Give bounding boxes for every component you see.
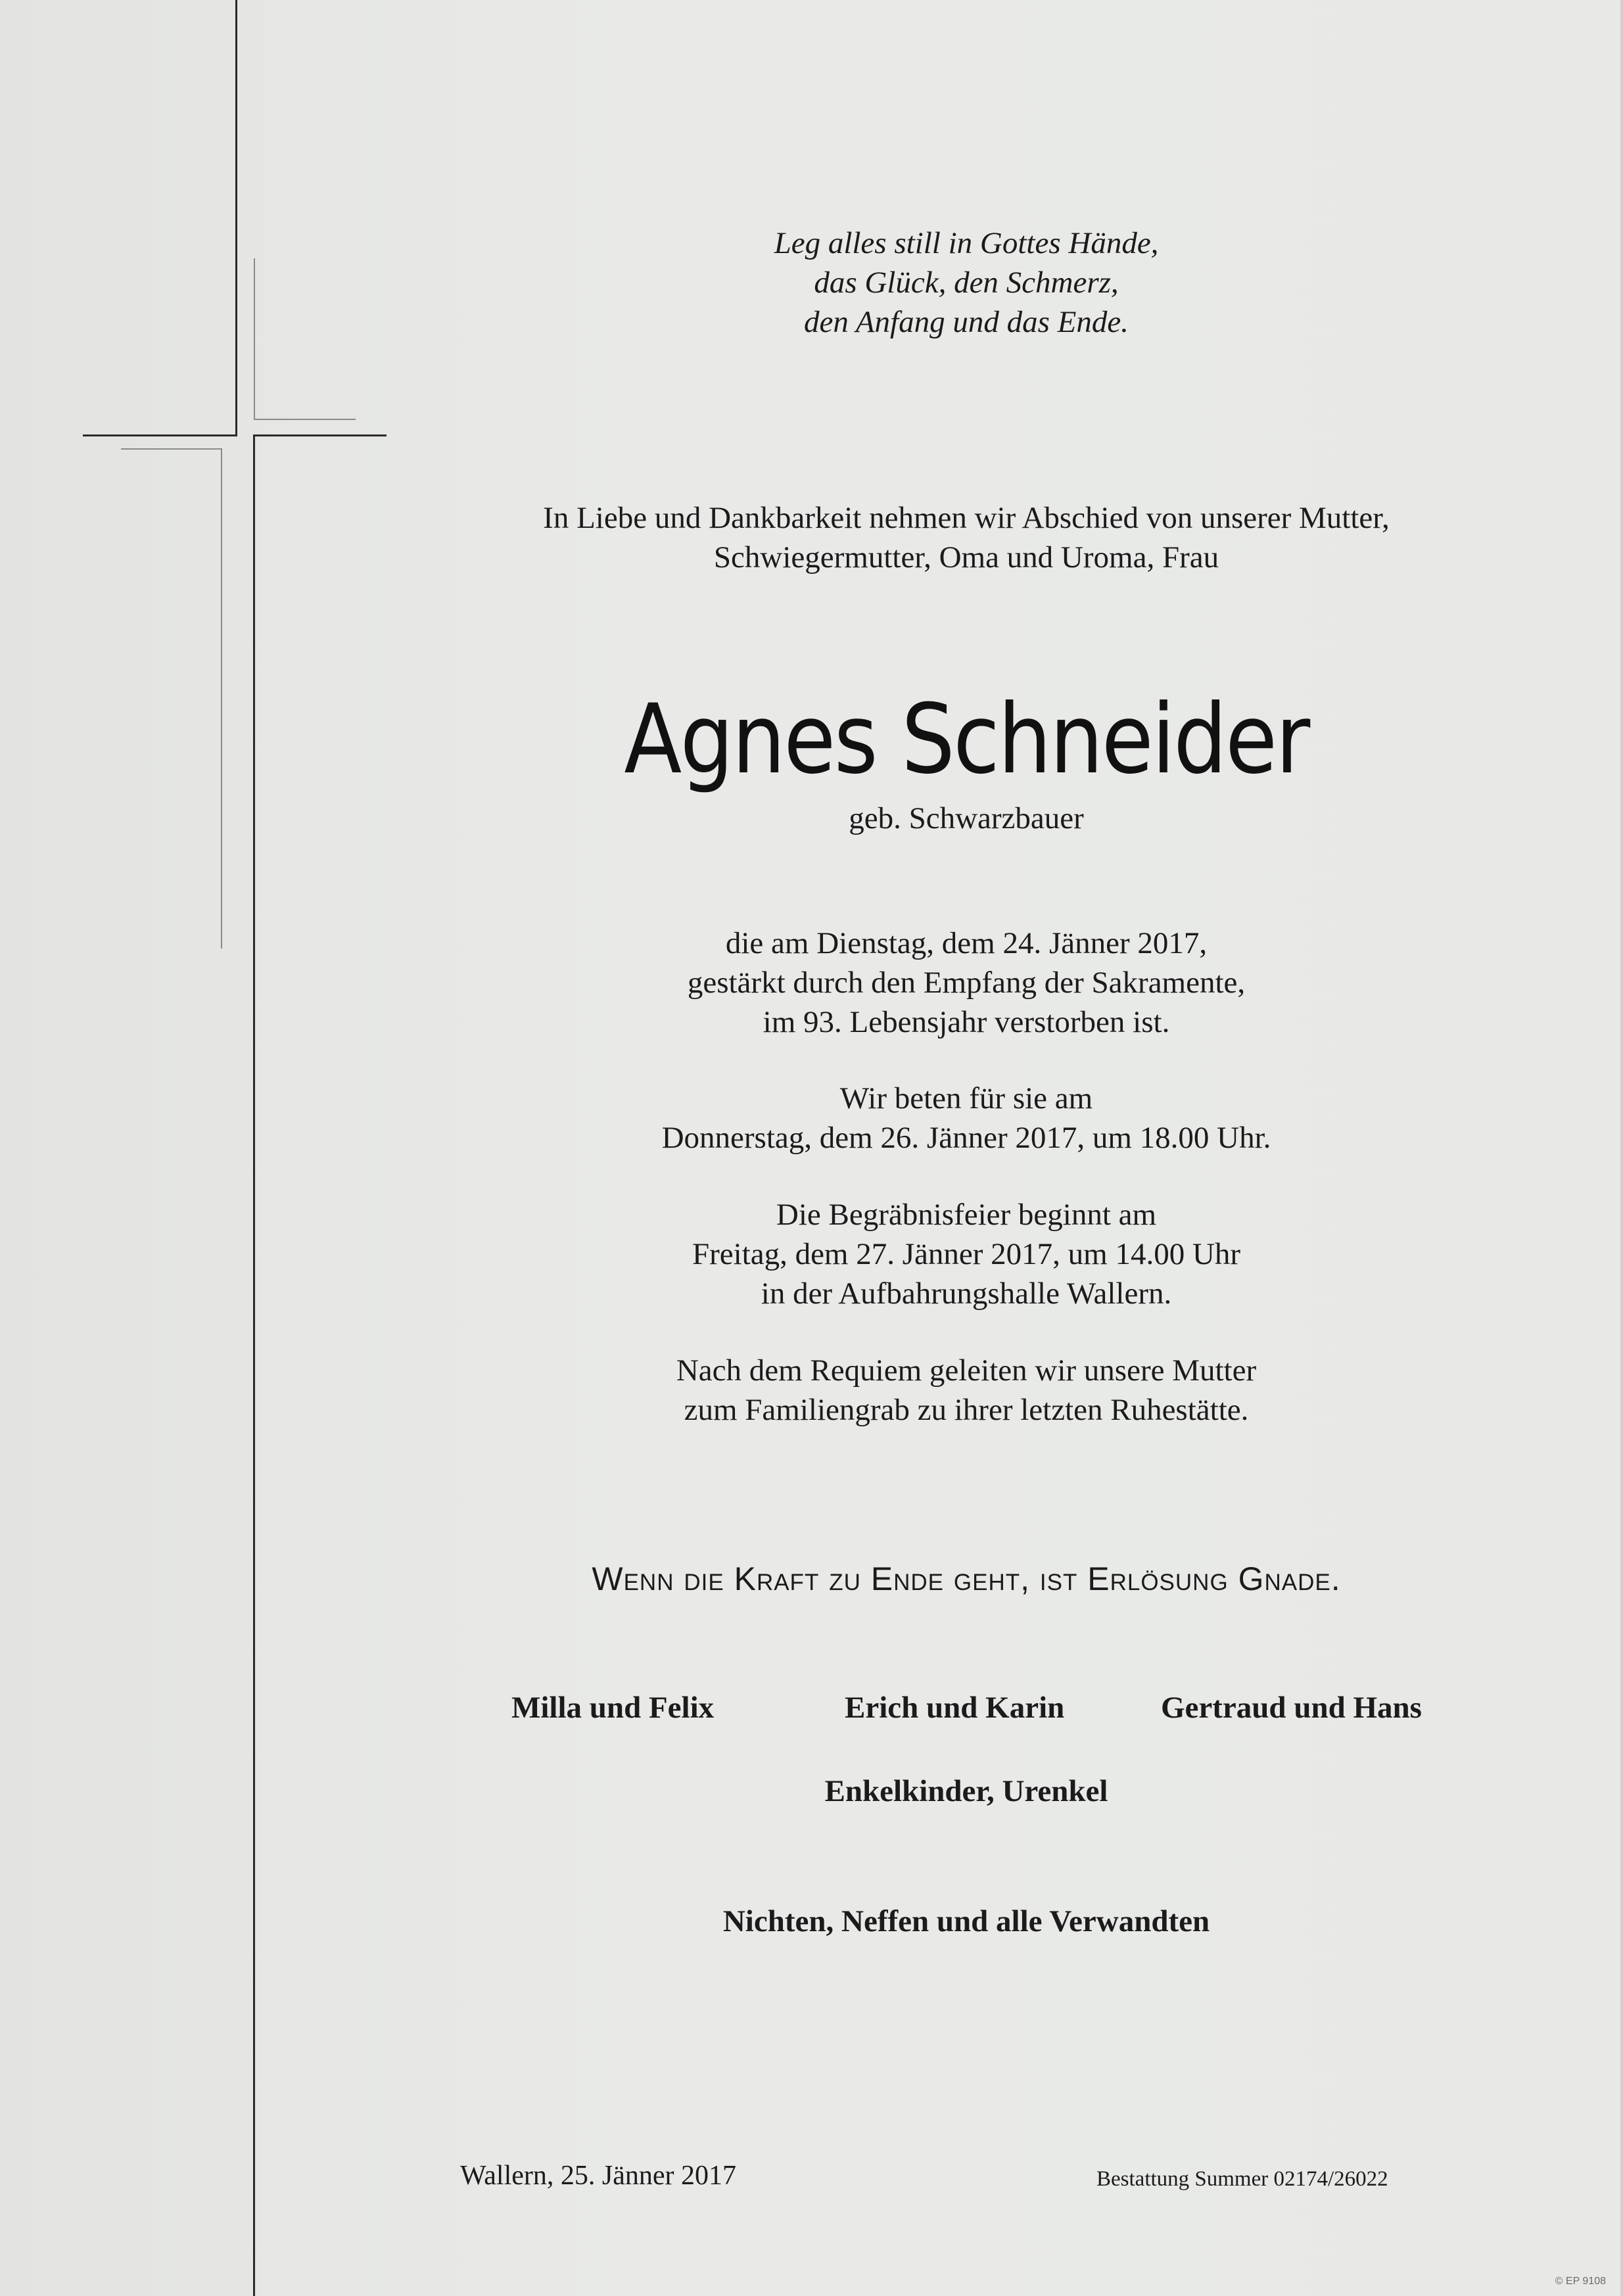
funeral-line: in der Aufbahrungshalle Wallern. xyxy=(761,1277,1172,1311)
prayer-paragraph xyxy=(355,1079,1578,1158)
funeral-paragraph xyxy=(355,1195,1578,1313)
undertaker-contact: Bestattung Summer 02174/26022 xyxy=(1096,2167,1388,2191)
death-line: gestärkt durch den Empfang der Sakramente, xyxy=(687,966,1246,1000)
prayer-line: Donnerstag, dem 26. Jänner 2017, um 18.00 Uhr. xyxy=(661,1121,1271,1155)
mourner-family-3: Gertraud und Hans xyxy=(1161,1691,1422,1725)
cross-vertical-right xyxy=(253,434,255,2296)
cross-horizontal-right-upper xyxy=(254,419,356,420)
funeral-line: Freitag, dem 27. Jänner 2017, um 14.00 Uhr xyxy=(692,1237,1241,1271)
funeral-line: Die Begräbnisfeier beginnt am xyxy=(776,1198,1157,1232)
death-paragraph xyxy=(355,924,1578,1042)
print-code: © EP 9108 xyxy=(1555,2276,1606,2287)
cross-vertical-right-upper xyxy=(254,258,255,419)
place-date: Wallern, 25. Jänner 2017 xyxy=(460,2161,736,2191)
intro-text xyxy=(355,498,1578,577)
motto-line: Leg alles still in Gottes Hände, xyxy=(774,226,1159,260)
cross-vertical-left xyxy=(235,0,237,434)
intro-line: In Liebe und Dankbarkeit nehmen wir Abschied von unserer Mutter, xyxy=(543,501,1390,535)
motto-line: das Glück, den Schmerz, xyxy=(814,266,1119,300)
burial-line: zum Familiengrab zu ihrer letzten Ruhestätte. xyxy=(684,1393,1249,1427)
death-line: im 93. Lebensjahr verstorben ist. xyxy=(763,1005,1170,1039)
page-edge xyxy=(1620,0,1623,2296)
cross-vertical-left-lower xyxy=(221,449,222,949)
prayer-line: Wir beten für sie am xyxy=(839,1081,1093,1115)
burial-paragraph xyxy=(355,1351,1578,1430)
mourner-family-1: Milla und Felix xyxy=(511,1691,715,1725)
motto-line: den Anfang und das Ende. xyxy=(804,305,1129,339)
cross-horizontal-right xyxy=(253,434,387,436)
mourner-family-2: Erich und Karin xyxy=(845,1691,1065,1725)
deceased-name: Agnes Schneider xyxy=(624,684,1309,795)
burial-line: Nach dem Requiem geleiten wir unsere Mutter xyxy=(676,1353,1257,1388)
mourner-grandchildren: Enkelkinder, Urenkel xyxy=(824,1774,1108,1808)
death-line: die am Dienstag, dem 24. Jänner 2017, xyxy=(725,926,1208,960)
cross-horizontal-left-lower xyxy=(121,448,222,450)
mourner-relatives: Nichten, Neffen und alle Verwandten xyxy=(722,1904,1210,1938)
birth-name: geb. Schwarzbauer xyxy=(849,801,1084,835)
intro-line: Schwiegermutter, Oma und Uroma, Frau xyxy=(713,540,1219,574)
cross-horizontal-left xyxy=(83,434,237,436)
closing-quote: Wenn die Kraft zu Ende geht, ist Erlösung Gnade. xyxy=(592,1560,1341,1597)
motto-verse xyxy=(355,223,1578,342)
